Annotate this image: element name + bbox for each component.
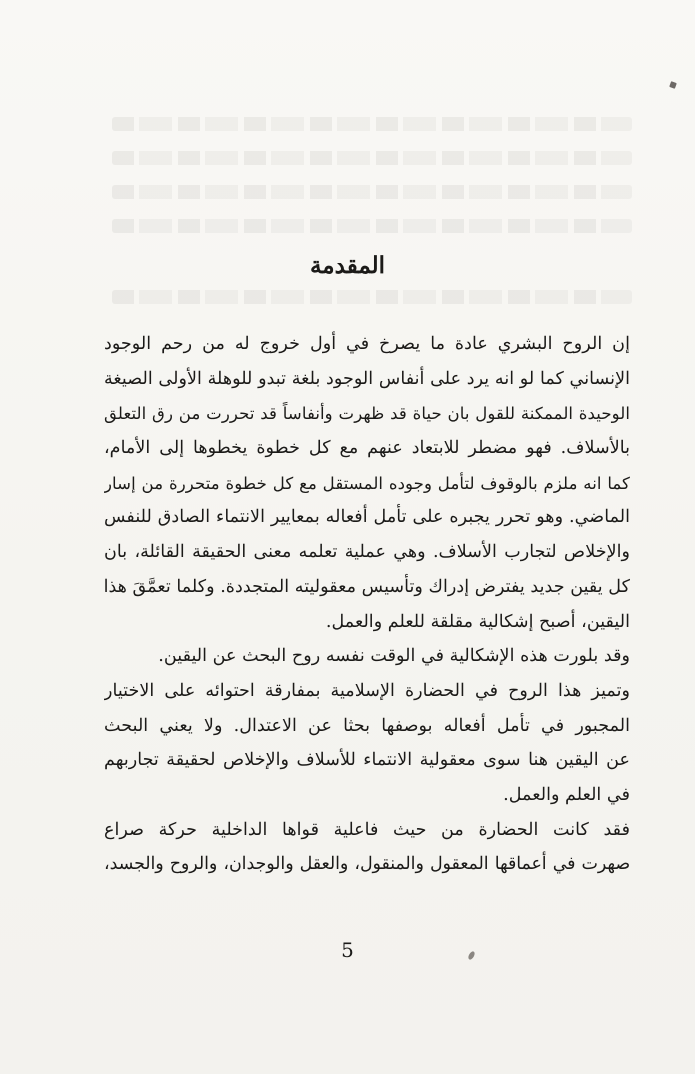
show-through-line (112, 117, 632, 131)
text-line: فقد كانت الحضارة من حيث فاعلية قواها الداخلية حركة صراع (104, 819, 630, 840)
text-line: بالأسلاف. فهو مضطر للابتعاد عنهم مع كل خطوة يخطوها إلى الأمام، (104, 438, 630, 459)
text-line: كما انه ملزم بالوقوف لتأمل وجوده المستقل مع كل خطوة متحررة من إسار (104, 472, 630, 493)
text-line: الماضي. وهو تحرر يجبره على تأمل أفعاله بمعايير الانتماء الصادق للنفس (104, 507, 630, 528)
text-line: إن الروح البشري عادة ما يصرخ في أول خروج له من رحم الوجود (104, 334, 630, 354)
text-line: وقد بلورت هذه الإشكالية في الوقت نفسه روح البحث عن اليقين. (158, 646, 630, 667)
print-mark (669, 81, 677, 89)
text-line: وتميز هذا الروح في الحضارة الإسلامية بمفارقة احتوائه على الاختيار (104, 680, 630, 701)
text-line: في العلم والعمل. (503, 784, 630, 805)
show-through-line (112, 151, 632, 165)
page-number: 5 (341, 938, 354, 962)
body-text (104, 327, 630, 882)
page-title: المقدمة (309, 252, 386, 279)
text-line: كل يقين جديد يفترض إدراك وتأسيس معقوليته المتجددة. وكلما تعمَّقَ هذا (104, 576, 630, 597)
text-line: صهرت في أعماقها المعقول والمنقول، والعقل والوجدان، والروح والجسد، (104, 854, 630, 875)
text-line: اليقين، أصبح إشكالية مقلقة للعلم والعمل. (325, 611, 630, 632)
show-through-line (112, 219, 632, 233)
show-through-line (112, 290, 632, 304)
text-line: والإخلاص لتجارب الأسلاف. وهي عملية تعلمه معنى الحقيقة القائلة، بان (104, 542, 630, 563)
show-through-line (112, 185, 632, 199)
text-line: عن اليقين هنا سوى معقولية الانتماء للأسلاف والإخلاص لحقيقة تجاربهم (104, 750, 630, 771)
text-line: الإنساني كما لو انه يرد على أنفاس الوجود بلغة تبدو للوهلة الأولى الصيغة (104, 368, 630, 389)
text-line: الوحيدة الممكنة للقول بان حياة قد ظهرت وأنفاساً قد تحررت من رق التعلق (104, 403, 630, 424)
text-line: المجبور في تأمل أفعاله بوصفها بحثا عن الاعتدال. ولا يعني البحث (104, 715, 630, 736)
